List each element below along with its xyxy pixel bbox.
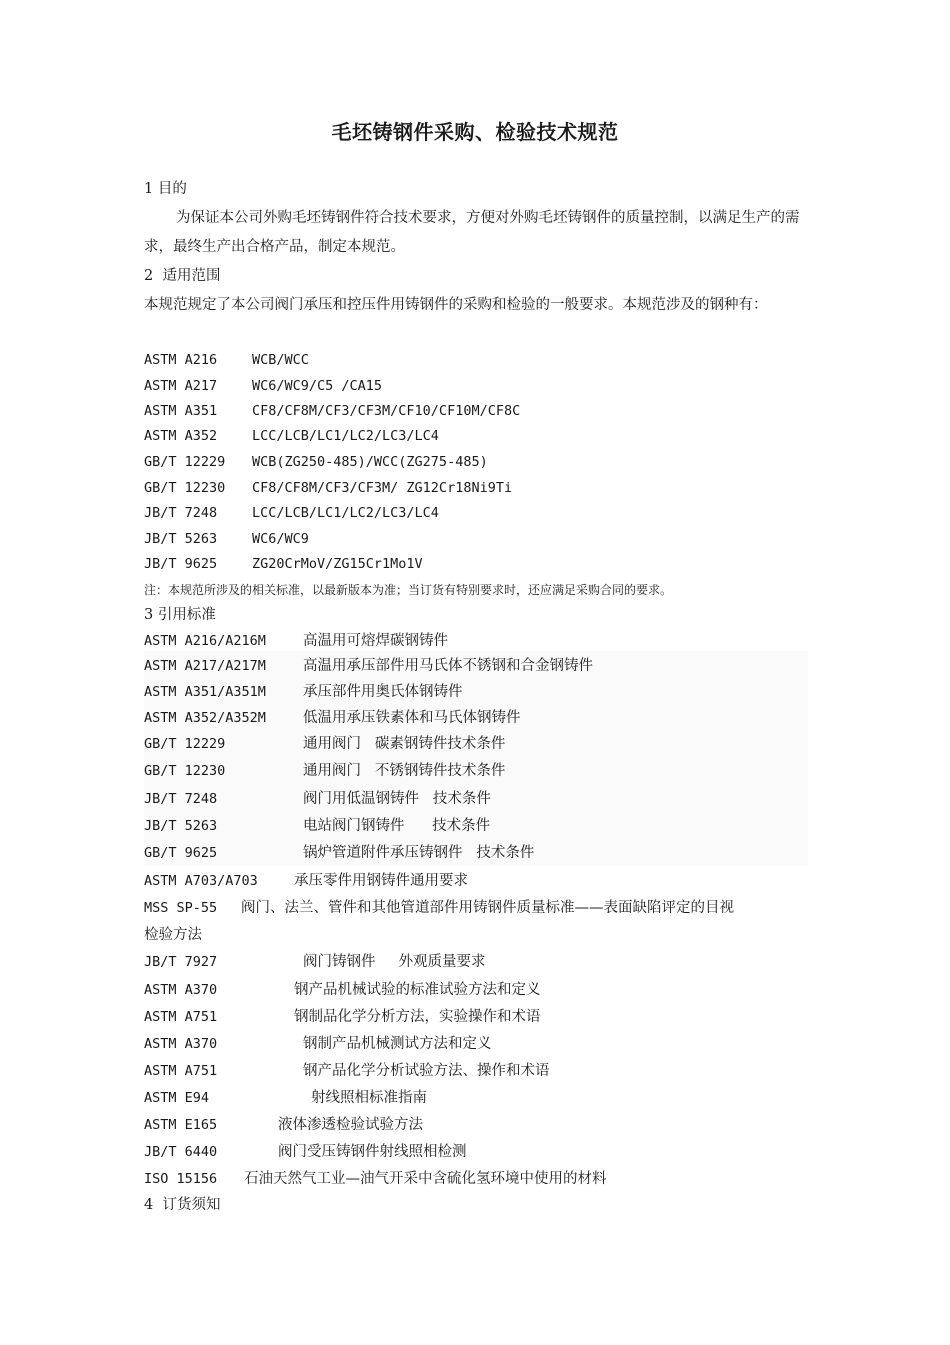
- section-2-heading: 2 适用范围: [144, 268, 221, 284]
- material-std: JB/T 7248: [144, 505, 218, 521]
- material-grades: CF8/CF8M/CF3/CF3M/CF10/CF10M/CF8C: [252, 403, 521, 419]
- ref-desc: 高温用承压部件用马氏体不锈钢和合金钢铸件: [303, 658, 593, 674]
- ref-desc: 高温用可熔焊碳钢铸件: [303, 633, 448, 649]
- material-std: ASTM A351: [144, 403, 218, 419]
- material-std: GB/T 12230: [144, 480, 226, 496]
- ref-desc: 承压部件用奥氏体钢铸件: [303, 684, 463, 700]
- ref-std: JB/T 7927: [144, 954, 218, 970]
- ref-desc: 承压零件用钢铸件通用要求: [294, 873, 468, 889]
- ref-std: ASTM A370: [144, 1036, 218, 1052]
- material-grades: WC6/WC9: [252, 531, 309, 547]
- ref-desc: 钢产品化学分析试验方法、操作和术语: [303, 1063, 550, 1079]
- ref-desc: 射线照相标准指南: [311, 1090, 427, 1106]
- section-1-heading: 1 目的: [144, 181, 187, 197]
- ref-std: MSS SP-55: [144, 900, 218, 916]
- ref-std: ASTM A217/A217M: [144, 658, 266, 674]
- ref-desc: 低温用承压铁素体和马氏体钢铸件: [303, 710, 521, 726]
- material-grades: LCC/LCB/LC1/LC2/LC3/LC4: [252, 428, 439, 444]
- ref-desc: 石油天然气工业—油气开采中含硫化氢环境中使用的材料: [244, 1171, 607, 1187]
- ref-desc: 通用阀门 碳素钢铸件技术条件: [303, 736, 506, 752]
- ref-desc: 锅炉管道附件承压铸钢件 技术条件: [303, 845, 535, 861]
- ref-std: GB/T 9625: [144, 845, 218, 861]
- ref-desc: 阀门、法兰、管件和其他管道部件用铸钢件质量标准——表面缺陷评定的目视: [241, 900, 734, 916]
- ref-desc: 液体渗透检验试验方法: [278, 1117, 423, 1133]
- ref-std: GB/T 12230: [144, 763, 226, 779]
- material-std: ASTM A217: [144, 378, 218, 394]
- ref-desc: 阀门受压铸钢件射线照相检测: [278, 1144, 467, 1160]
- ref-std: ASTM A216/A216M: [144, 633, 266, 649]
- ref-desc: 钢制产品机械测试方法和定义: [303, 1036, 492, 1052]
- ref-std: ASTM A751: [144, 1063, 218, 1079]
- section-3-heading: 3 引用标准: [144, 607, 216, 623]
- ref-std: JB/T 6440: [144, 1144, 218, 1160]
- ref-desc: 阀门铸钢件 外观质量要求: [303, 954, 486, 970]
- material-grades: WCB/WCC: [252, 352, 309, 368]
- ref-std: ASTM A352/A352M: [144, 710, 266, 726]
- ref-desc-continued: 检验方法: [144, 927, 202, 943]
- material-std: GB/T 12229: [144, 454, 226, 470]
- ref-std: ASTM A351/A351M: [144, 684, 266, 700]
- ref-std: JB/T 5263: [144, 818, 218, 834]
- material-grades: LCC/LCB/LC1/LC2/LC3/LC4: [252, 505, 439, 521]
- ref-std: ISO 15156: [144, 1171, 218, 1187]
- ref-std: GB/T 12229: [144, 736, 226, 752]
- ref-std: ASTM E165: [144, 1117, 218, 1133]
- ref-std: ASTM A703/A703: [144, 873, 258, 889]
- ref-desc: 钢产品机械试验的标准试验方法和定义: [294, 982, 541, 998]
- ref-desc: 阀门用低温钢铸件 技术条件: [303, 791, 491, 807]
- material-std: JB/T 9625: [144, 556, 218, 572]
- ref-std: ASTM E94: [144, 1090, 210, 1106]
- material-std: JB/T 5263: [144, 531, 218, 547]
- ref-std: ASTM A370: [144, 982, 218, 998]
- material-grades: CF8/CF8M/CF3/CF3M/ ZG12Cr18Ni9Ti: [252, 480, 513, 496]
- section-4-heading: 4 订货须知: [144, 1197, 221, 1213]
- ref-desc: 钢制品化学分析方法，实验操作和术语: [294, 1009, 541, 1025]
- material-grades: WCB(ZG250-485)/WCC(ZG275-485): [252, 454, 488, 470]
- section-2-note: 注：本规范所涉及的相关标准，以最新版本为准；当订货有特别要求时，还应满足采购合同的要求。: [144, 583, 673, 597]
- ref-std: ASTM A751: [144, 1009, 218, 1025]
- ref-std: JB/T 7248: [144, 791, 218, 807]
- material-grades: ZG20CrMoV/ZG15Cr1Mo1V: [252, 556, 423, 572]
- ref-desc: 电站阀门钢铸件 技术条件: [303, 818, 491, 834]
- material-grades: WC6/WC9/C5 /CA15: [252, 378, 383, 394]
- material-std: ASTM A216: [144, 352, 218, 368]
- section-1-body: 为保证本公司外购毛坯铸钢件符合技术要求，方便对外购毛坯铸钢件的质量控制，以满足生产的需求，最终生产出合格产品，制定本规范。: [144, 210, 800, 255]
- document-title: 毛坯铸钢件采购、检验技术规范: [331, 120, 619, 144]
- material-std: ASTM A352: [144, 428, 218, 444]
- section-2-body: 本规范规定了本公司阀门承压和控压件用铸钢件的采购和检验的一般要求。本规范涉及的钢种有：: [144, 297, 768, 313]
- ref-desc: 通用阀门 不锈钢铸件技术条件: [303, 763, 506, 779]
